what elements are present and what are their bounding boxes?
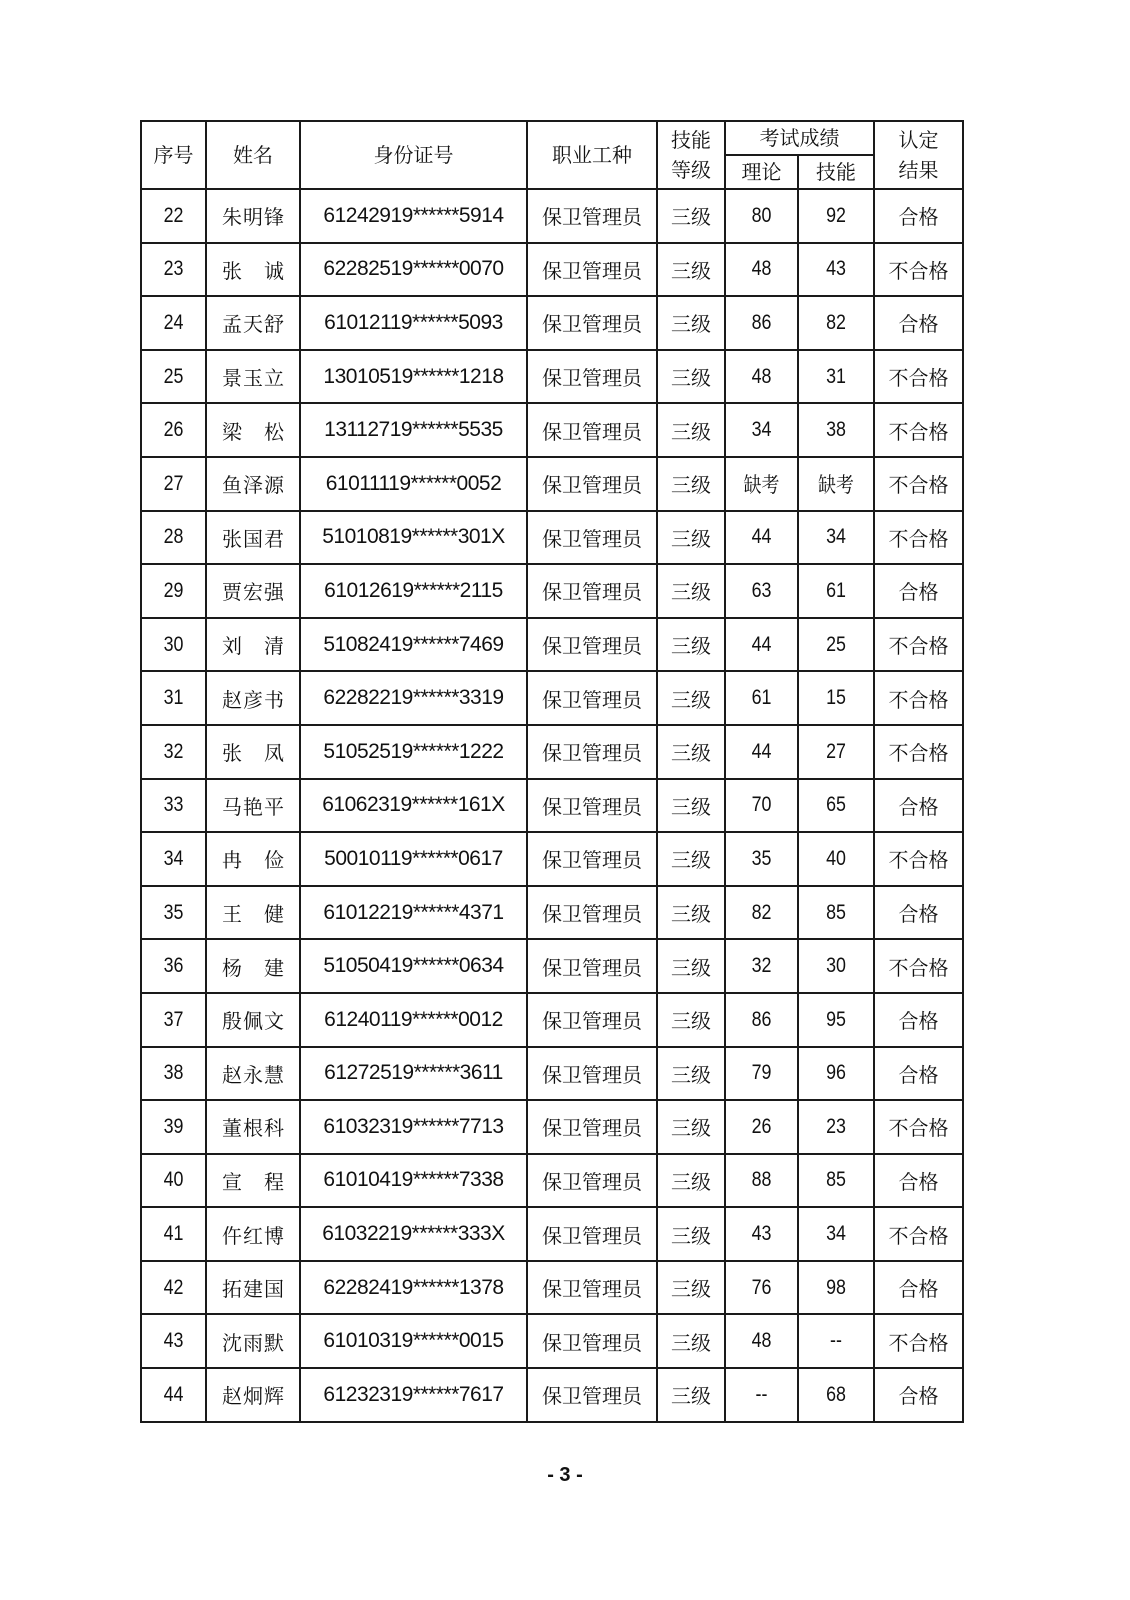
- cell-result: 不合格: [874, 403, 963, 457]
- cell-level: 三级: [657, 564, 725, 618]
- name-text: 仵红博: [222, 1223, 284, 1248]
- cell-theory: 34: [730, 403, 792, 457]
- cell-name: [206, 886, 300, 940]
- cell-theory: 86: [730, 993, 792, 1047]
- cell-result: 不合格: [874, 243, 963, 297]
- cell-occupation: 保卫管理员: [527, 886, 657, 940]
- table-row: [141, 564, 963, 618]
- cell-seq: 25: [146, 350, 201, 404]
- cell-name: [206, 296, 300, 350]
- table-row: [141, 1047, 963, 1101]
- name-text: 景玉立: [222, 366, 284, 391]
- table-row: [141, 779, 963, 833]
- name-text: 贾宏强: [222, 580, 284, 605]
- cell-level: 三级: [657, 779, 725, 833]
- cell-name: [206, 725, 300, 779]
- cell-level: 三级: [657, 511, 725, 565]
- cell-theory: 48: [730, 1314, 792, 1368]
- cell-theory: 80: [730, 189, 792, 243]
- cell-seq: 32: [146, 725, 201, 779]
- cell-theory: 61: [730, 671, 792, 725]
- cell-theory: --: [730, 1368, 792, 1422]
- cell-level: 三级: [657, 457, 725, 511]
- cell-skill: 30: [804, 939, 869, 993]
- name-text: 王健: [222, 902, 284, 927]
- cell-level: 三级: [657, 1154, 725, 1208]
- cell-id: 51050419******0634: [300, 939, 527, 993]
- cell-theory: 79: [730, 1047, 792, 1101]
- cell-theory: 70: [730, 779, 792, 833]
- cell-seq: 31: [146, 671, 201, 725]
- cell-skill: 92: [804, 189, 869, 243]
- name-text: 拓建国: [222, 1277, 284, 1302]
- header-seq: 序号: [141, 121, 206, 189]
- cell-occupation: 保卫管理员: [527, 725, 657, 779]
- cell-occupation: 保卫管理员: [527, 1261, 657, 1315]
- name-text: 梁松: [222, 419, 284, 444]
- table-row: [141, 1207, 963, 1261]
- cell-level: 三级: [657, 403, 725, 457]
- cell-result: 不合格: [874, 350, 963, 404]
- cell-seq: 23: [146, 243, 201, 297]
- cell-name: [206, 939, 300, 993]
- cell-skill: 23: [804, 1100, 869, 1154]
- cell-skill: 98: [804, 1261, 869, 1315]
- cell-skill: 38: [804, 403, 869, 457]
- table-row: [141, 886, 963, 940]
- cell-theory: 48: [730, 243, 792, 297]
- cell-id: 62282219******3319: [300, 671, 527, 725]
- cell-occupation: 保卫管理员: [527, 1314, 657, 1368]
- table-row: [141, 350, 963, 404]
- cell-name: [206, 1154, 300, 1208]
- cell-seq: 28: [146, 511, 201, 565]
- cell-level: 三级: [657, 350, 725, 404]
- cell-occupation: 保卫管理员: [527, 243, 657, 297]
- cell-name: [206, 1368, 300, 1422]
- cell-skill: 34: [804, 1207, 869, 1261]
- cell-seq: 43: [146, 1314, 201, 1368]
- cell-name: [206, 511, 300, 565]
- cell-id: 61240119******0012: [300, 993, 527, 1047]
- cell-seq: 41: [146, 1207, 201, 1261]
- cell-id: 61012119******5093: [300, 296, 527, 350]
- table-row: [141, 725, 963, 779]
- cell-seq: 22: [146, 189, 201, 243]
- cell-occupation: 保卫管理员: [527, 296, 657, 350]
- cell-name: [206, 1207, 300, 1261]
- cell-id: 61032219******333X: [300, 1207, 527, 1261]
- cell-theory: 44: [730, 725, 792, 779]
- cell-id: 62282419******1378: [300, 1261, 527, 1315]
- cell-id: 61012619******2115: [300, 564, 527, 618]
- cell-skill: 31: [804, 350, 869, 404]
- table-row: [141, 618, 963, 672]
- cell-result: 不合格: [874, 1207, 963, 1261]
- cell-seq: 37: [146, 993, 201, 1047]
- table-body: [141, 189, 963, 1422]
- cell-level: 三级: [657, 243, 725, 297]
- cell-result: 不合格: [874, 725, 963, 779]
- name-text: 朱明锋: [222, 205, 284, 230]
- cell-skill: 15: [804, 671, 869, 725]
- cell-result: 不合格: [874, 511, 963, 565]
- header-level: 技能等级: [657, 121, 725, 189]
- cell-id: 51010819******301X: [300, 511, 527, 565]
- cell-id: 61232319******7617: [300, 1368, 527, 1422]
- cell-result: 合格: [874, 779, 963, 833]
- cell-occupation: 保卫管理员: [527, 564, 657, 618]
- cell-id: 13010519******1218: [300, 350, 527, 404]
- cell-level: 三级: [657, 1368, 725, 1422]
- header-skill: 技能: [798, 155, 874, 189]
- name-text: 赵彦书: [222, 687, 284, 712]
- table-row: [141, 189, 963, 243]
- cell-level: 三级: [657, 993, 725, 1047]
- cell-occupation: 保卫管理员: [527, 1154, 657, 1208]
- cell-occupation: 保卫管理员: [527, 511, 657, 565]
- cell-theory: 82: [730, 886, 792, 940]
- cell-seq: 39: [146, 1100, 201, 1154]
- cell-occupation: 保卫管理员: [527, 1047, 657, 1101]
- cell-occupation: 保卫管理员: [527, 618, 657, 672]
- table-row: [141, 1261, 963, 1315]
- cell-name: [206, 1047, 300, 1101]
- cell-level: 三级: [657, 671, 725, 725]
- cell-result: 合格: [874, 993, 963, 1047]
- name-text: 刘清: [222, 634, 284, 659]
- cell-skill: 82: [804, 296, 869, 350]
- cell-id: 61242919******5914: [300, 189, 527, 243]
- header-scores: 考试成绩: [725, 121, 874, 155]
- cell-skill: 65: [804, 779, 869, 833]
- cell-seq: 29: [146, 564, 201, 618]
- cell-skill: 61: [804, 564, 869, 618]
- cell-theory: 63: [730, 564, 792, 618]
- cell-id: 50010119******0617: [300, 832, 527, 886]
- cell-theory: 76: [730, 1261, 792, 1315]
- cell-theory: 26: [730, 1100, 792, 1154]
- cell-id: 61272519******3611: [300, 1047, 527, 1101]
- table-row: [141, 939, 963, 993]
- cell-seq: 36: [146, 939, 201, 993]
- cell-result: 合格: [874, 1368, 963, 1422]
- cell-name: [206, 993, 300, 1047]
- cell-name: [206, 1261, 300, 1315]
- table-row: [141, 993, 963, 1047]
- name-text: 董根科: [222, 1116, 284, 1141]
- cell-skill: 85: [804, 1154, 869, 1208]
- cell-id: 61062319******161X: [300, 779, 527, 833]
- table-row: [141, 1100, 963, 1154]
- cell-seq: 34: [146, 832, 201, 886]
- cell-seq: 35: [146, 886, 201, 940]
- cell-seq: 33: [146, 779, 201, 833]
- cell-occupation: 保卫管理员: [527, 350, 657, 404]
- header-id: 身份证号: [300, 121, 527, 189]
- name-text: 鱼泽源: [222, 473, 284, 498]
- name-text: 赵炯辉: [222, 1384, 284, 1409]
- cell-skill: 85: [804, 886, 869, 940]
- name-text: 宣程: [222, 1169, 284, 1194]
- cell-result: 合格: [874, 564, 963, 618]
- cell-seq: 24: [146, 296, 201, 350]
- cell-id: 61012219******4371: [300, 886, 527, 940]
- cell-occupation: 保卫管理员: [527, 939, 657, 993]
- header-theory: 理论: [725, 155, 798, 189]
- table-row: [141, 403, 963, 457]
- cell-theory: 缺考: [730, 457, 792, 511]
- cell-seq: 42: [146, 1261, 201, 1315]
- name-text: 张凤: [222, 741, 284, 766]
- table-row: [141, 832, 963, 886]
- table-row: [141, 511, 963, 565]
- table-row: [141, 457, 963, 511]
- cell-id: 13112719******5535: [300, 403, 527, 457]
- cell-skill: 缺考: [804, 457, 869, 511]
- name-text: 赵永慧: [222, 1062, 284, 1087]
- cell-level: 三级: [657, 832, 725, 886]
- cell-seq: 44: [146, 1368, 201, 1422]
- cell-result: 合格: [874, 1154, 963, 1208]
- cell-skill: 96: [804, 1047, 869, 1101]
- cell-id: 61010419******7338: [300, 1154, 527, 1208]
- table-row: [141, 243, 963, 297]
- cell-name: [206, 1100, 300, 1154]
- cell-result: 合格: [874, 886, 963, 940]
- cell-result: 合格: [874, 296, 963, 350]
- cell-name: [206, 564, 300, 618]
- cell-result: 合格: [874, 189, 963, 243]
- cell-id: 61010319******0015: [300, 1314, 527, 1368]
- cell-occupation: 保卫管理员: [527, 189, 657, 243]
- cell-name: [206, 243, 300, 297]
- cell-level: 三级: [657, 1207, 725, 1261]
- cell-seq: 26: [146, 403, 201, 457]
- cell-id: 61032319******7713: [300, 1100, 527, 1154]
- cell-occupation: 保卫管理员: [527, 993, 657, 1047]
- cell-occupation: 保卫管理员: [527, 832, 657, 886]
- cell-level: 三级: [657, 939, 725, 993]
- cell-skill: 43: [804, 243, 869, 297]
- name-text: 孟天舒: [222, 312, 284, 337]
- cell-id: 51052519******1222: [300, 725, 527, 779]
- cell-result: 不合格: [874, 618, 963, 672]
- cell-theory: 43: [730, 1207, 792, 1261]
- cell-occupation: 保卫管理员: [527, 457, 657, 511]
- cell-occupation: 保卫管理员: [527, 779, 657, 833]
- name-text: 马艳平: [222, 794, 284, 819]
- table-row: [141, 1368, 963, 1422]
- cell-name: [206, 671, 300, 725]
- cell-id: 62282519******0070: [300, 243, 527, 297]
- cell-level: 三级: [657, 618, 725, 672]
- cell-name: [206, 832, 300, 886]
- cell-skill: 68: [804, 1368, 869, 1422]
- cell-level: 三级: [657, 1047, 725, 1101]
- name-text: 张诚: [222, 258, 284, 283]
- table-row: [141, 1154, 963, 1208]
- name-text: 杨建: [222, 955, 284, 980]
- cell-name: [206, 1314, 300, 1368]
- header-name: 姓名: [206, 121, 300, 189]
- cell-theory: 32: [730, 939, 792, 993]
- header-occupation: 职业工种: [527, 121, 657, 189]
- name-text: 张国君: [222, 526, 284, 551]
- cell-result: 不合格: [874, 939, 963, 993]
- cell-occupation: 保卫管理员: [527, 1100, 657, 1154]
- cell-seq: 40: [146, 1154, 201, 1208]
- cell-seq: 27: [146, 457, 201, 511]
- cell-name: [206, 779, 300, 833]
- cell-name: [206, 618, 300, 672]
- cell-name: [206, 403, 300, 457]
- cell-occupation: 保卫管理员: [527, 1368, 657, 1422]
- cell-id: 61011119******0052: [300, 457, 527, 511]
- cell-skill: 25: [804, 618, 869, 672]
- results-table: [140, 120, 964, 1423]
- cell-result: 合格: [874, 1047, 963, 1101]
- cell-result: 不合格: [874, 671, 963, 725]
- cell-occupation: 保卫管理员: [527, 403, 657, 457]
- cell-skill: 34: [804, 511, 869, 565]
- cell-level: 三级: [657, 886, 725, 940]
- cell-seq: 38: [146, 1047, 201, 1101]
- cell-result: 不合格: [874, 1314, 963, 1368]
- cell-theory: 86: [730, 296, 792, 350]
- cell-seq: 30: [146, 618, 201, 672]
- cell-theory: 44: [730, 511, 792, 565]
- cell-skill: 27: [804, 725, 869, 779]
- header-result: 认定结果: [874, 121, 963, 189]
- cell-level: 三级: [657, 189, 725, 243]
- table-row: [141, 296, 963, 350]
- cell-id: 51082419******7469: [300, 618, 527, 672]
- cell-level: 三级: [657, 1100, 725, 1154]
- cell-name: [206, 457, 300, 511]
- cell-occupation: 保卫管理员: [527, 1207, 657, 1261]
- name-text: 冉俭: [222, 848, 284, 873]
- page-number: - 3 -: [547, 1464, 583, 1486]
- cell-theory: 48: [730, 350, 792, 404]
- table-row: [141, 671, 963, 725]
- name-text: 沈雨默: [222, 1330, 284, 1355]
- cell-name: [206, 189, 300, 243]
- cell-level: 三级: [657, 725, 725, 779]
- cell-skill: 40: [804, 832, 869, 886]
- cell-skill: 95: [804, 993, 869, 1047]
- cell-theory: 44: [730, 618, 792, 672]
- cell-level: 三级: [657, 296, 725, 350]
- name-text: 殷佩文: [222, 1009, 284, 1034]
- cell-result: 合格: [874, 1261, 963, 1315]
- cell-occupation: 保卫管理员: [527, 671, 657, 725]
- cell-result: 不合格: [874, 1100, 963, 1154]
- cell-result: 不合格: [874, 832, 963, 886]
- cell-result: 不合格: [874, 457, 963, 511]
- cell-level: 三级: [657, 1261, 725, 1315]
- cell-name: [206, 350, 300, 404]
- table-row: [141, 1314, 963, 1368]
- cell-level: 三级: [657, 1314, 725, 1368]
- cell-theory: 35: [730, 832, 792, 886]
- cell-skill: --: [804, 1314, 869, 1368]
- cell-theory: 88: [730, 1154, 792, 1208]
